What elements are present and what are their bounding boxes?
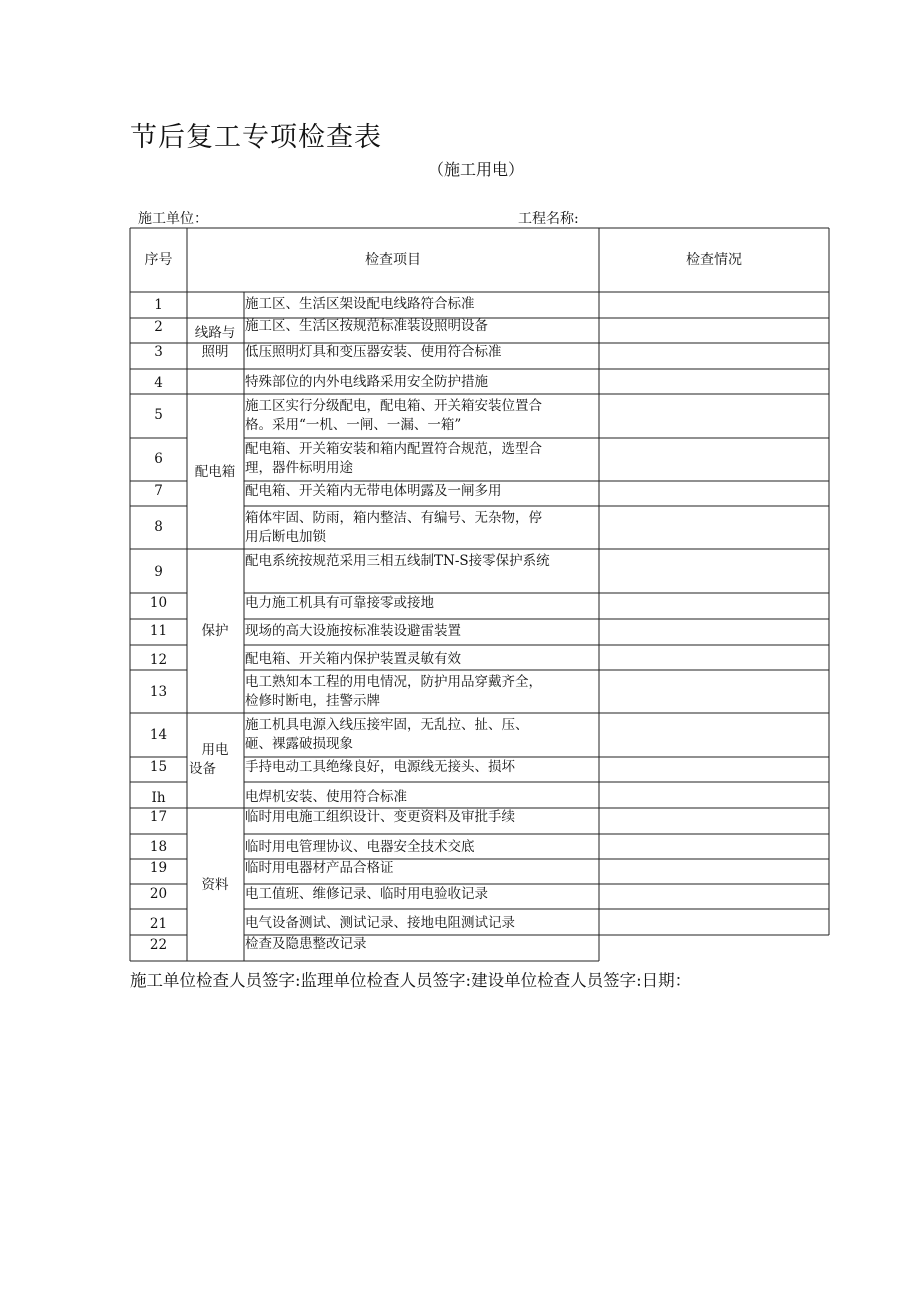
row-check-item-line: 配电箱、开关箱内保护装置灵敏有效 [245,651,461,667]
page-title: 节后复工专项检查表 [130,122,382,153]
row-check-item-line: 施工区实行分级配电，配电箱、开关箱安装位置合 [245,398,542,414]
row-number: 6 [154,451,163,467]
row-number: Ih [151,790,166,806]
row-check-item [245,808,597,827]
row-number: 17 [149,809,168,825]
row-check-item [245,650,597,669]
category-equip [187,741,243,779]
row-check-item-line: 电工熟知本工程的用电情况，防护用品穿戴齐全， [245,674,542,690]
row-check-item [245,758,597,777]
category-lines [187,324,243,362]
row-check-item-line: 理，器件标明用途 [245,460,353,476]
row-number: 11 [149,623,168,639]
row-number: 4 [154,375,163,391]
row-check-item-line: 配电箱、开关箱安装和箱内配置符合规范，选型合 [245,441,542,457]
row-check-item-line: 手持电动工具绝缘良好，电源线无接头、损坏 [245,759,515,775]
row-check-item-line: 箱体牢固、防雨，箱内整洁、有编号、无杂物，停 [245,510,542,526]
row-number: 7 [154,483,163,499]
row-check-item-line: 电焊机安装、使用符合标准 [245,789,407,805]
row-check-item [245,397,597,435]
row-number: 22 [149,937,168,953]
row-number: 19 [149,860,168,876]
row-number: 18 [149,839,168,855]
row-check-item-line: 临时用电管理协议、电器安全技术交底 [245,839,475,855]
row-check-item-line: 施工机具电源入线压接牢固，无乱拉、扯、压、 [245,717,529,733]
row-number: 3 [154,344,163,360]
row-check-item-line: 现场的高大设施按标准装设避雷装置 [245,623,461,639]
row-check-item [245,622,597,641]
category-box: 配电箱 [194,464,236,480]
row-number: 2 [154,319,163,335]
row-number: 8 [154,519,163,535]
row-check-item [245,509,597,547]
category-equip-line1: 用电 [201,742,229,758]
row-check-item [245,838,597,857]
category-equip-line2: 设备 [189,761,216,777]
row-check-item [245,440,597,478]
row-check-item-line: 用后断电加锁 [245,529,326,545]
row-check-item [245,373,597,392]
row-check-item-line: 特殊部位的内外电线路采用安全防护措施 [245,374,488,390]
row-check-item [245,859,597,878]
row-check-item-line: 砸、裸露破损现象 [245,736,353,752]
row-check-item [245,935,597,954]
row-check-item [245,716,597,754]
row-check-item [245,343,597,362]
row-check-item-line: 电工值班、维修记录、临时用电验收记录 [245,886,488,902]
category-lines-line2: 照明 [201,344,229,360]
category-docs: 资料 [201,877,229,893]
page-subtitle: （施工用电） [428,160,525,179]
row-number: 10 [149,595,168,611]
row-check-item-line: 配电系统按规范采用三相五线制TN-S接零保护系统 [245,553,550,569]
col-header-seq: 序号 [144,252,173,268]
row-check-item-line: 格。采用“一机、一闸、一漏、一箱” [245,417,462,433]
row-check-item [245,594,597,613]
row-check-item-line: 电气设备测试、测试记录、接地电阻测试记录 [245,915,515,931]
row-number: 13 [149,684,168,700]
project-name-label: 工程名称: [518,211,579,227]
row-number: 1 [154,297,163,313]
col-header-status: 检查情况 [686,252,742,268]
col-header-item: 检查项目 [365,252,421,268]
row-number: 15 [149,759,168,775]
row-number: 14 [149,727,168,743]
row-check-item [245,673,597,711]
row-number: 9 [154,564,163,580]
row-check-item-line: 检修时断电，挂警示牌 [245,693,380,709]
row-check-item [245,914,597,933]
row-check-item-line: 临时用电施工组织设计、变更资料及审批手续 [245,809,515,825]
row-number: 5 [154,407,163,423]
row-check-item-line: 检查及隐患整改记录 [245,936,367,952]
row-check-item-line: 施工区、生活区按规范标准装设照明设备 [245,318,488,334]
construction-unit-label: 施工单位： [138,211,208,227]
row-check-item-line: 配电箱、开关箱内无带电体明露及一闸多用 [245,483,502,499]
row-check-item-line: 电力施工机具有可靠接零或接地 [245,595,434,611]
row-number: 12 [149,652,168,668]
row-check-item-line: 低压照明灯具和变压器安装、使用符合标准 [245,344,502,360]
row-check-item [245,885,597,904]
row-check-item-line: 临时用电器材产品合格证 [245,860,394,876]
row-number: 21 [149,916,168,932]
row-check-item [245,482,597,501]
row-check-item-line: 施工区、生活区架设配电线路符合标准 [245,296,475,312]
row-check-item [245,317,597,336]
row-number: 20 [149,886,168,902]
row-check-item [245,552,597,571]
category-protect: 保护 [201,623,229,639]
row-check-item [245,295,597,314]
category-lines-line1: 线路与 [194,325,236,341]
row-check-item [245,788,597,807]
signature-line: 施工单位检查人员签字:监理单位检查人员签字:建设单位检查人员签字:日期： [130,971,692,990]
